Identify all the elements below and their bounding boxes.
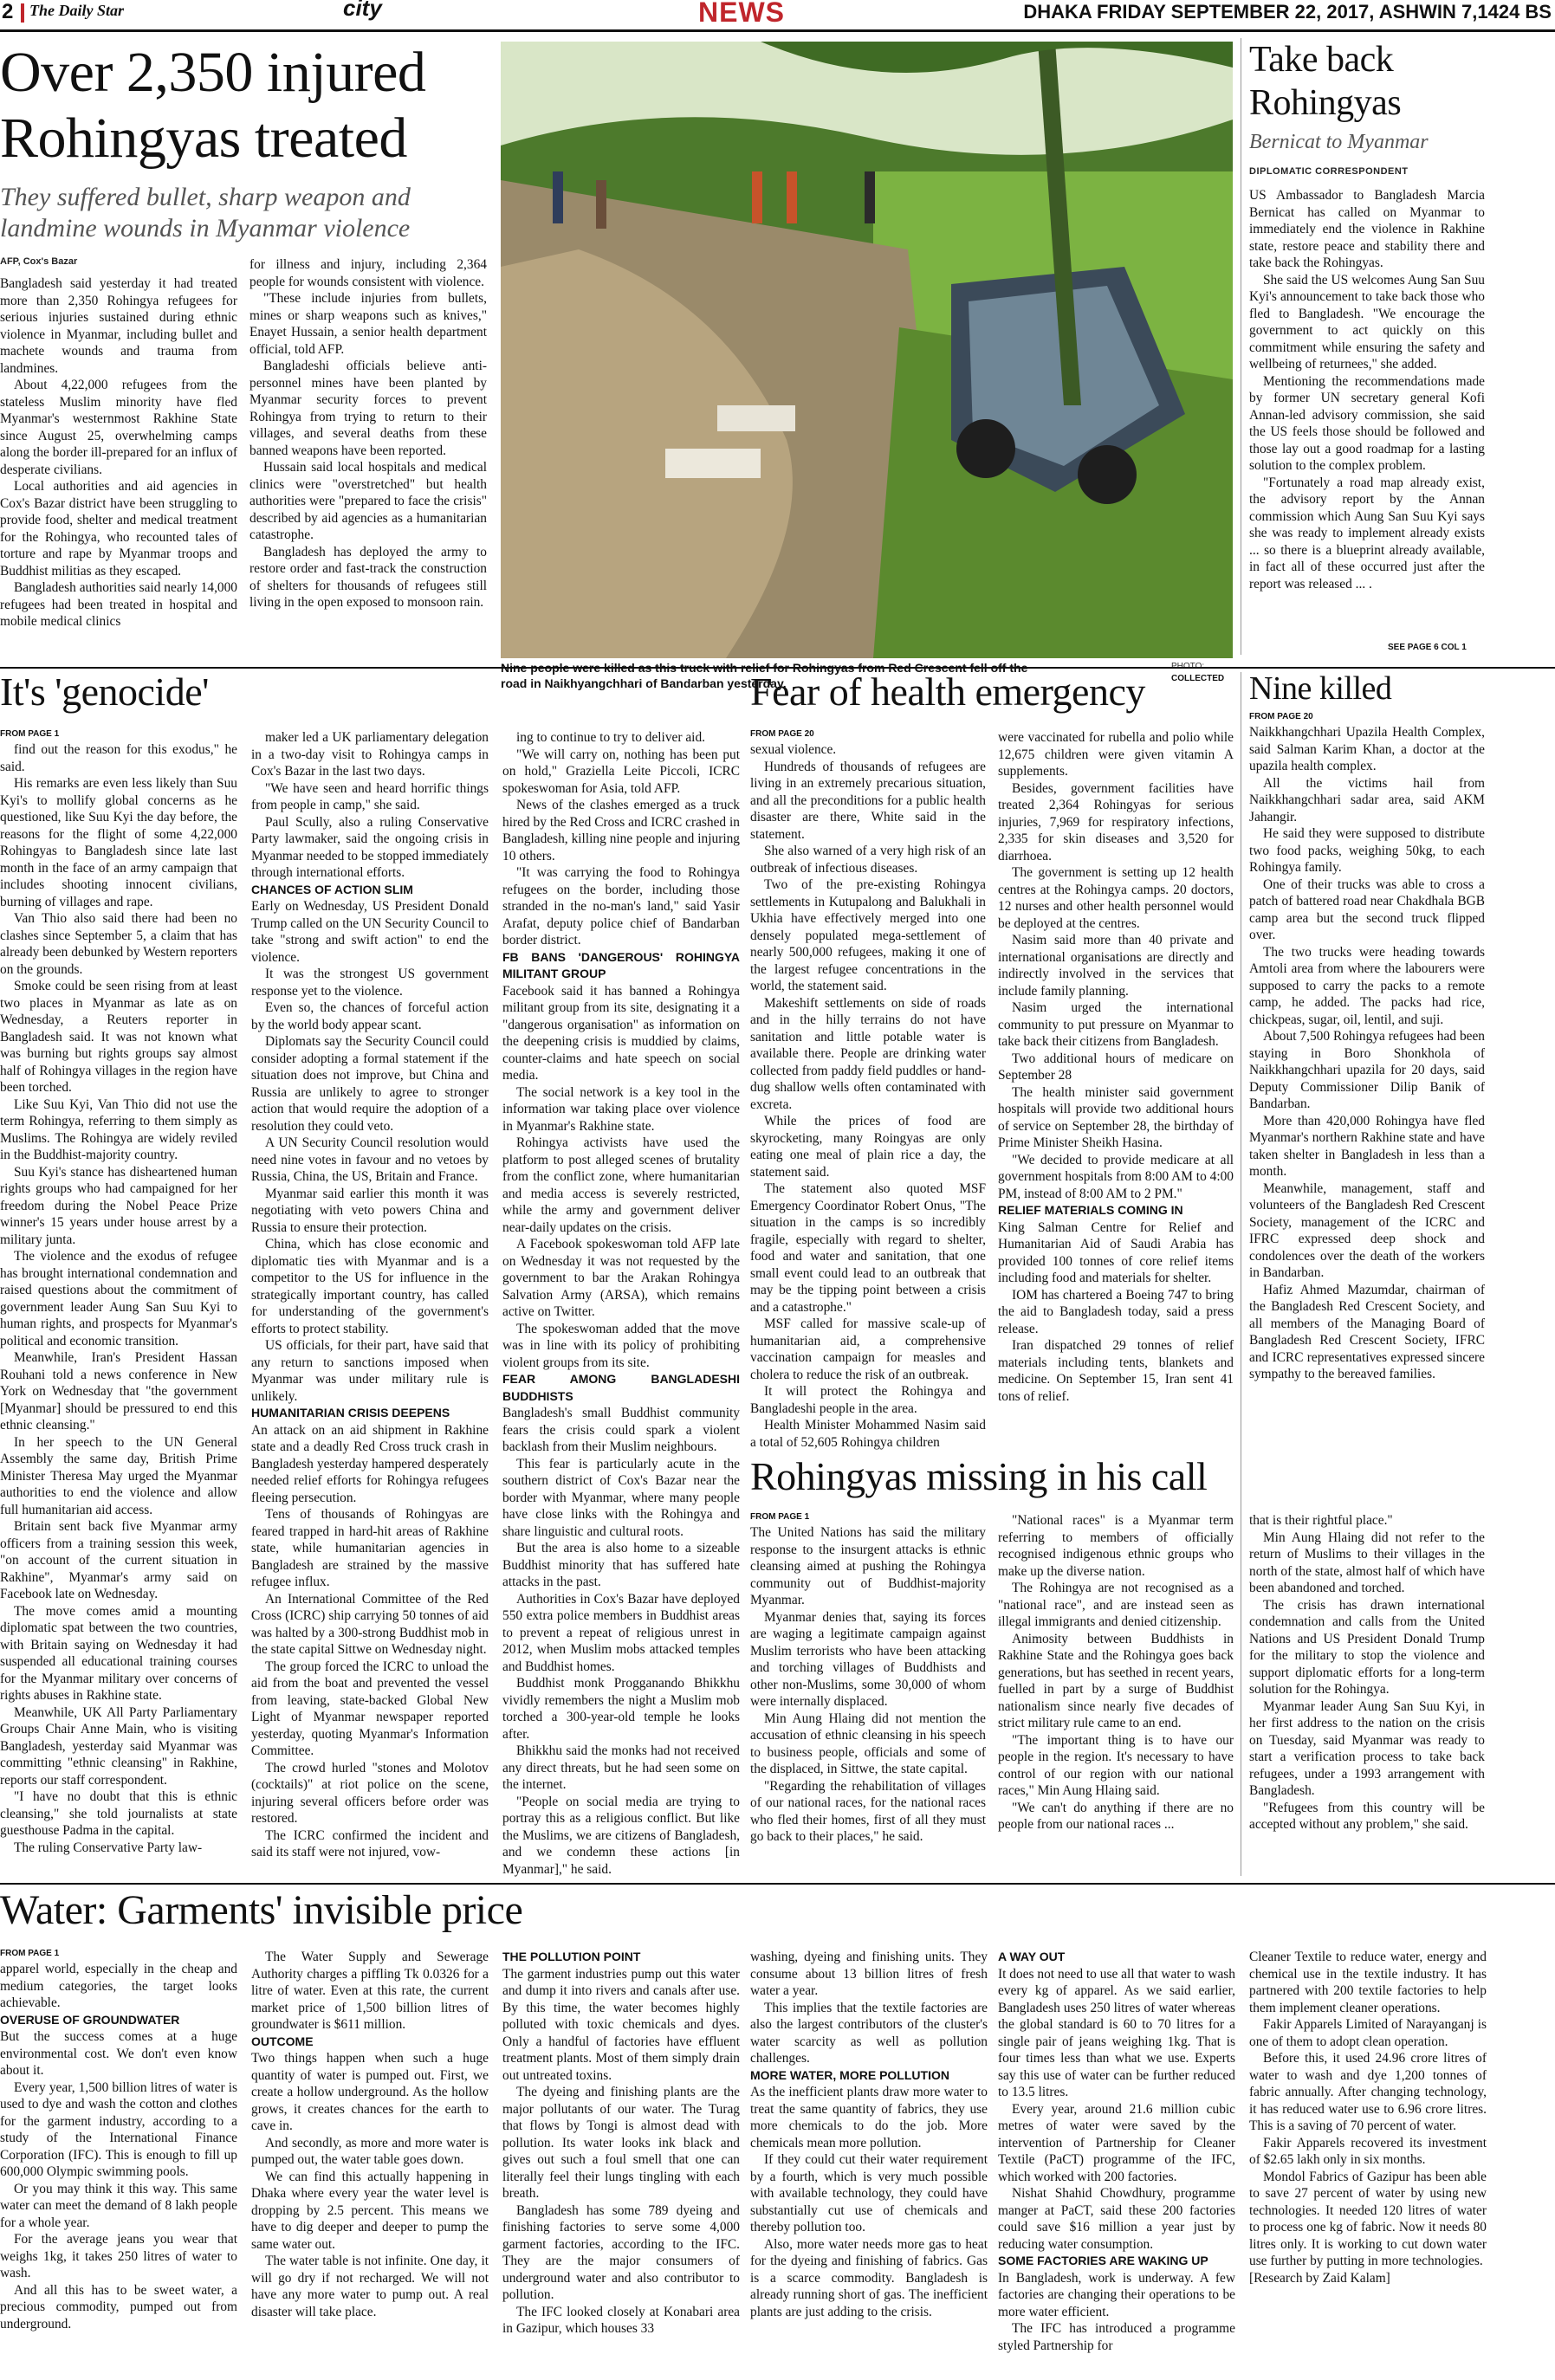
paragraph: [Research by Zaid Kalam] xyxy=(1249,2270,1390,2286)
paragraph: Rohingya activists have used the platform to post alleged scenes of brutality from the conflict zone, where humanitarian and media access is severely restricted, while the army and government deliver near-daily updates on the crisis. xyxy=(502,1135,740,1235)
paragraph: The two trucks were heading towards Amtoli area from where the labourers were supposed to carry the packs to a remote camp, he added. The packs had rice, chickpeas, sugar, oil, lentil, and suji. xyxy=(1249,944,1485,1027)
paragraph: Also, more water needs more gas to heat for the dyeing and finishing of fabrics. Gas is a scarce commodity. Bangladesh is already running short of gas. The inefficient plants are just adding to the crisis. xyxy=(750,2236,988,2319)
paragraph: All the victims hail from Naikkhangchhari sadar area, said AKM Jahangir. xyxy=(1249,775,1485,825)
photo-credit: COLLECTED xyxy=(1171,674,1225,683)
paragraph: Myanmar denies that, saying its forces are waging a legitimate campaign against Muslim terrorists who have been attacking and torching villages of Buddhists and other non-Muslims, some 30,000 of whom were internally displaced. xyxy=(750,1609,986,1709)
paragraph: MSF called for massive scale-up of humanitarian aid, a comprehensive vaccination campaign for measles and cholera to reduce the risk of an outbreak. xyxy=(750,1316,986,1382)
paragraph: Authorities in Cox's Bazar have deployed 550 extra police members in Buddhist areas to prevent a repeat of religious unrest in 2012, when Muslim mobs attacked temples and Buddhist homes. xyxy=(502,1591,740,1674)
paragraph: The group forced the ICRC to unload the aid from the boat and prevented the vessel from leaving, state-backed Global New Light of Myanmar newspaper reported yesterday, quoting Myanmar's Information Committee. xyxy=(251,1659,489,1758)
paragraph: Cleaner Textile to reduce water, energy and chemical use in the textile industry. It has partnered with 200 textile factories to help them implement cleaner operations. xyxy=(1249,1950,1487,2015)
paragraph: "We decided to provide medicare at all government hospitals from 8:00 AM to 4:00 PM, instead of 8:00 AM to 2 PM." xyxy=(998,1152,1234,1201)
paragraph: Fakir Apparels recovered its investment of $2.65 lakh only in six months. xyxy=(1249,2135,1487,2167)
ninekilled-headline: Nine killed xyxy=(1249,670,1392,707)
paragraph: Paul Scully, also a ruling Conservative Party lawmaker, said the ongoing crisis in Myanmar needed to be stopped immediately through international efforts. xyxy=(251,814,489,880)
photo-caption: Nine people were killed as this truck with relief for Rohingyas from Red Crescent fell off the road in Naikhyangchhari of Bandarban yesterday. xyxy=(501,661,1028,690)
missing-col1 xyxy=(750,1524,986,1867)
paragraph: The statement also quoted MSF Emergency Coordinator Robert Onus, "The situation in the camps is so incredibly fragile, especially with regard to shelter, food and water and sanitation, that one small event could lead to an outbreak that may be the tipping point between a crisis and a catastrophe." xyxy=(750,1181,986,1315)
paragraph: maker led a UK parliamentary delegation in a two-day visit to Rohingya camps in Cox's Bazar in the last two days. xyxy=(251,730,489,779)
section-left: city xyxy=(343,0,382,21)
paragraph: A Facebook spokeswoman told AFP late on Wednesday it was not requested by the government to bar the Arakan Rohingya Salvation Army (ARSA), which remains active on Twitter. xyxy=(502,1237,740,1319)
paragraph: Smoke could be seen rising from at least two places in Myanmar as late as on Wednesday, a Reuters reporter in Bangladesh said. It was not known what was burning but rights groups say almost half of Rohingya villages in the region have been torched. xyxy=(0,979,237,1095)
story1-col1-p: Local authorities and aid agencies in Cox's Bazar district have been struggling to provide food, shelter and medical treatment for the Rohingya, who recounted tales of torture and rape by Myanmar troops and Buddhist militias as they escaped. xyxy=(0,479,237,579)
paragraph: But the success comes at a huge environmental cost. We don't even know about it. xyxy=(0,2029,237,2078)
paragraph: "I have no doubt that this is ethnic cleansing," she told journalists at state guesthouse Padma in the capital. xyxy=(0,1789,237,1838)
paragraph: The IFC has introduced a programme styled Partnership for xyxy=(998,2321,1235,2353)
missing-headline: Rohingyas missing in his call xyxy=(750,1454,1208,1498)
paragraph: And secondly, as more and more water is pumped out, the water table goes down. xyxy=(251,2135,489,2167)
paragraph: The health minister said government hospitals will provide two additional hours of service on September 28, the birthday of Prime Minister Sheikh Hasina. xyxy=(998,1084,1234,1150)
paragraph: China, which has close economic and diplomatic ties with Myanmar and is a competitor to the US for influence in the strategically important country, has called for understanding of the government's efforts to protect stability. xyxy=(251,1237,489,1336)
paragraph: Makeshift settlements on side of roads and in the hilly terrains do not have sanitation and little potable water is available there. People are drinking water collected from paddy field puddles or hand-dug shallow wells often contaminated with excreta. xyxy=(750,995,986,1112)
paragraph: He said they were supposed to distribute two food packs, weighing 50kg, to each Rohingya family. xyxy=(1249,826,1485,875)
paragraph: find out the reason for this exodus," he said. xyxy=(0,742,237,774)
paragraph: She also warned of a very high risk of an outbreak of infectious diseases. xyxy=(750,844,986,876)
paragraph: Every year, 1,500 billion litres of water is used to dye and wash the cotton and clothes for the garment industry, according to a study of the International Finance Corporation (IFC). This is enough to fill up 600,000 Olympic swimming pools. xyxy=(0,2079,237,2179)
water-col2 xyxy=(251,1949,489,2375)
paragraph: In her speech to the UN General Assembly the same day, British Prime Minister Theresa May urged the Myanmar authorities to end the violence and allow full humanitarian aid access. xyxy=(0,1434,237,1517)
paragraph: Bangladesh's small Buddhist community fears the crisis could spark a violent backlash from their Muslim neighbours. xyxy=(502,1406,740,1454)
water-col4 xyxy=(750,1949,988,2375)
missing-col2 xyxy=(998,1512,1234,1867)
paragraph: The dyeing and finishing plants are the major pollutants of our water. The Turag that flows by Tongi is almost dead with pollution. Its water looks ink black and gives out such a foul smell that one can literally feel their lungs tingling with each breath. xyxy=(502,2085,740,2201)
paragraph: Nasim said more than 40 private and international organisations are directly and indirectly involved in the services that include family planning. xyxy=(998,933,1234,999)
paragraph: Animosity between Buddhists in Rakhine State and the Rohingya goes back generations, but has seethed in recent years, fuelled in part by a surge of Buddhist nationalism since nearly five decades of strict military rule came to an end. xyxy=(998,1631,1234,1730)
water-col1 xyxy=(0,1961,237,2375)
subheading: A WAY OUT xyxy=(998,1950,1066,1963)
paragraph: As the inefficient plants draw more water to treat the same quantity of fabrics, they use more chemicals to do the job. More chemicals mean more pollution. xyxy=(750,2085,988,2150)
paragraph: And all this has to be sweet water, a precious commodity, pumped out from underground. xyxy=(0,2282,237,2331)
paragraph: The IFC looked closely at Konabari area in Gazipur, which houses 33 xyxy=(502,2304,740,2336)
health-headline: Fear of health emergency xyxy=(750,669,1145,714)
paragraph: Two things happen when such a huge quantity of water is pumped out. First, we create a hollow underground. As the hollow grows, it creates chances for the earth to cave in. xyxy=(251,2051,489,2133)
paragraph: ing to continue to try to deliver aid. xyxy=(516,730,705,745)
masthead xyxy=(0,0,1555,29)
subheading: RELIEF MATERIALS COMING IN xyxy=(998,1203,1183,1217)
paragraph: "Refugees from this country will be accepted without any problem," she said. xyxy=(1249,1800,1485,1832)
story2-headline-line1: Take back xyxy=(1249,40,1394,80)
story2-byline: DIPLOMATIC CORRESPONDENT xyxy=(1249,166,1409,177)
missing-from: FROM PAGE 1 xyxy=(750,1512,810,1522)
story1-col2-p: for illness and injury, including 2,364 people for wounds consistent with violence. xyxy=(249,257,487,289)
paragraph: The Water Supply and Sewerage Authority charges a piffling Tk 0.0326 for a litre of water. Even at this rate, the current market price of 1,500 billion litres of groundwater is $611 million. xyxy=(251,1950,489,2032)
water-from: FROM PAGE 1 xyxy=(0,1949,60,1958)
subheading: CHANCES OF ACTION SLIM xyxy=(251,882,413,896)
genocide-col3 xyxy=(502,729,740,1877)
paragraph: The violence and the exodus of refugee has brought international condemnation and raised questions about the commitment of government leader Aung San Suu Kyi to human rights, and prospects for Myanmar's political and economic transition. xyxy=(0,1249,237,1348)
subheading: FEAR AMONG BANGLADESHI BUDDHISTS xyxy=(502,1372,740,1403)
paragraph: Min Aung Hlaing did not mention the accusation of ethnic cleansing in his speech to business people, officials and some of the displaced, in Sittwe, the state capital. xyxy=(750,1711,986,1776)
story2-headline-line2: Rohingyas xyxy=(1249,83,1402,123)
missing-col3 xyxy=(1249,1512,1485,1867)
paragraph: Diplomats say the Security Council could consider adopting a formal statement if the situation does not improve, but China and Russia are unlikely to agree to stronger action that would require the adoption of a resolution they could veto. xyxy=(251,1034,489,1134)
paragraph: apparel world, especially in the cheap and medium categories, the target looks achievable. xyxy=(0,1962,237,2010)
genocide-col2 xyxy=(251,729,489,1867)
health-col2 xyxy=(998,729,1234,1443)
paragraph: Meanwhile, Iran's President Hassan Rouhani told a news conference in New York on Wednesday that "the government [Myanmar] should be pressured to end this ethnic cleansing." xyxy=(0,1350,237,1433)
paragraph: Myanmar leader Aung San Suu Kyi, in her first address to the nation on the crisis on Tuesday, said Myanmar was ready to start a verification process to take back refugees, under a 1993 arrangement with Bangladesh. xyxy=(1249,1698,1485,1798)
page-number-divider xyxy=(21,3,24,23)
story1-col1-p: About 4,22,000 refugees from the stateless Muslim minority have fled Myanmar's westernmost Rakhine State since August 25, overwhelming camps along the border ill-prepared for an influx of desperate civilians. xyxy=(0,378,237,477)
water-col6 xyxy=(1249,1949,1487,2375)
health-from: FROM PAGE 20 xyxy=(750,729,814,739)
paragraph: His remarks are even less likely than Suu Kyi's to mollify global concerns as he questioned, like Suu Kyi the day before, the reasons for the flight of some 4,22,000 Rohingyas to Bangladesh since late last month in the face of an army campaign that includes shooting innocent civilians, burning of villages and rape. xyxy=(0,776,237,909)
paragraph: For the average jeans you wear that weighs 1kg, it takes 250 litres of water to wash. xyxy=(0,2232,237,2280)
story2-deck: Bernicat to Myanmar xyxy=(1249,131,1429,153)
paragraph: It was the strongest US government response yet to the violence. xyxy=(251,967,489,999)
ninekilled-from: FROM PAGE 20 xyxy=(1249,712,1313,721)
paragraph: "People on social media are trying to portray this as a religious conflict. But like the Muslims, we are citizens of Bangladesh, and we condemn these actions [in Myanmar]," he said. xyxy=(502,1794,740,1877)
story1-headline-line2: Rohingyas treated xyxy=(0,107,407,170)
paragraph: US officials, for their part, have said that any return to sanctions imposed when Myanmar was under military rule is unlikely. xyxy=(251,1338,489,1404)
story1-col1 xyxy=(0,275,237,653)
paragraph: About 7,500 Rohingya refugees had been staying in Boro Shonkhola of Naikkhangchhari upazila for 20 days, said Deputy Commissioner Dilip Banik of Bandarban. xyxy=(1249,1029,1485,1111)
section-center: NEWS xyxy=(698,0,785,28)
water-col3 xyxy=(502,1949,740,2375)
masthead-rule xyxy=(0,29,1555,32)
paragraph: "The important thing is to have our people in the region. It's necessary to have control of our region with our national races," Min Aung Hlaing said. xyxy=(998,1732,1234,1798)
paragraph: Hafiz Ahmed Mazumdar, chairman of the Bangladesh Red Crescent Society, and all members of the Managing Board of Bangladesh Red Crescent Society, IFRC and ICRC representatives expressed sincere sympathy to the bereaved families. xyxy=(1249,1282,1485,1381)
section-rule xyxy=(0,667,1555,669)
paragraph: that is their rightful place." xyxy=(1249,1513,1393,1528)
paragraph: "National races" is a Myanmar term referring to members of officially recognised indigenous ethnic groups who make up the diverse nation. xyxy=(998,1513,1234,1579)
paragraph: Min Aung Hlaing did not refer to the return of Muslims to their villages in the north of the state, almost half of which have been abandoned and torched. xyxy=(1249,1530,1485,1595)
story1-col2-p: Bangladeshi officials believe anti-personnel mines have been planted by Myanmar security forces to prevent Rohingya from trying to return to their villages, and several deaths from these banned weapons have been reported. xyxy=(249,359,487,458)
section-rule xyxy=(0,1883,1555,1885)
paragraph: This implies that the textile factories are also the largest contributors of the cluster's water scarcity as well as pollution challenges. xyxy=(750,2000,988,2066)
paragraph: The crisis has drawn international condemnation and calls from the United Nations and US President Donald Trump for the military to stop the violence and support diplomatic efforts for a long-term solution for the Rohingya. xyxy=(1249,1597,1485,1697)
paragraph: Buddhist monk Progganando Bhikkhu vividly remembers the night a Muslim mob torched a 300-year-old temple he looks after. xyxy=(502,1676,740,1742)
paragraph: The crowd hurled "stones and Molotov (cocktails)" at riot police on the scene, injuring several officers before order was restored. xyxy=(251,1760,489,1826)
truck-accident-photo xyxy=(501,42,1233,658)
paragraph: Before this, it used 24.96 crore litres of water to wash and dye 1,200 tonnes of fabric annually. After changing technology, it has reduced water use to 6.96 crore litres. This is a saving of 70 percent of water. xyxy=(1249,2051,1487,2133)
paragraph: Bhikkhu said the monks had not received any direct threats, but he had seen some on the internet. xyxy=(502,1743,740,1792)
paragraph: "We can't do anything if there are no people from our national races ... xyxy=(998,1800,1234,1832)
paragraph: But the area is also home to a sizeable Buddhist minority that has suffered hate attacks in the past. xyxy=(502,1541,740,1589)
paragraph: One of their trucks was able to cross a patch of battered road near Chakdhala BGB camp area but the second truck flipped over. xyxy=(1249,876,1485,942)
story1-col1-p: Bangladesh said yesterday it had treated more than 2,350 Rohingya refugees for serious injuries sustained during ethnic violence in Myanmar, including bullet and machete wounds and trauma from landmines. xyxy=(0,276,237,376)
story1-col1-p: Bangladesh authorities said nearly 14,000 refugees had been treated in hospital and mobile medical clinics xyxy=(0,580,237,629)
paragraph: More than 420,000 Rohingya have fled Myanmar's northern Rakhine state and have taken shelter in Bangladesh in less than a month. xyxy=(1249,1113,1485,1179)
paragraph: The move comes amid a mounting diplomatic spat between the two countries, with Britain saying on Wednesday it had suspended all educational training courses for the Myanmar military over concerns of rights abuses in Rakhine state. xyxy=(0,1603,237,1703)
paragraph: Nasim urged the international community to put pressure on Myanmar to take back their citizens from Bangladesh. xyxy=(998,1000,1234,1049)
paragraph: Or you may think it this way. This same water can meet the demand of 8 lakh people for a whole year. xyxy=(0,2181,237,2230)
genocide-from: FROM PAGE 1 xyxy=(0,729,60,739)
subheading: OVERUSE OF GROUNDWATER xyxy=(0,2012,180,2027)
paragraph: "Regarding the rehabilitation of villages of our national races, for the national races who fled their homes, first of all they must go back to their places," he said. xyxy=(750,1778,986,1844)
paragraph: The ruling Conservative Party law- xyxy=(14,1840,203,1855)
story2-p: "Fortunately a road map already exist, the advisory report by the Annan commission which Aung San Suu Kyi says she was ready to implement already exists ... so there is a blueprint already available, in fact all of these occurred just after the report was released ... . xyxy=(1249,475,1485,592)
genocide-col1 xyxy=(0,741,237,1867)
paragraph: Naikkhangchhari Upazila Health Complex, said Salman Karim Khan, a doctor at the upazila health complex. xyxy=(1249,725,1485,773)
paragraph: Britain sent back five Myanmar army officers from a training session this week, "on account of the current situation in Rakhine", Myanmar's army said on Facebook late on Wednesday. xyxy=(0,1519,237,1601)
paragraph: It will protect the Rohingya and Bangladeshi people in the area. xyxy=(750,1384,986,1416)
paragraph: Suu Kyi's stance has disheartened human rights groups who had campaigned for her freedom during the Nobel Peace Prize winner's 15 years under house arrest by a military junta. xyxy=(0,1164,237,1247)
story2-p: She said the US welcomes Aung San Suu Kyi's announcement to take back those who fled to Bangladesh. "We encourage the government to act quickly on this commitment while ensuring the safety and wellbeing of returnees," she added. xyxy=(1249,272,1485,372)
paragraph: washing, dyeing and finishing units. They consume about 13 billion litres of fresh water a year. xyxy=(750,1950,988,1998)
paragraph: News of the clashes emerged as a truck hired by the Red Cross and ICRC crashed in Bangladesh, killing nine people and injuring 10 others. xyxy=(502,798,740,863)
subheading: FB BANS 'DANGEROUS' ROHINGYA MILITANT GROUP xyxy=(502,949,740,980)
water-headline: Water: Garments' invisible price xyxy=(0,1887,523,1933)
paragraph: "It was carrying the food to Rohingya refugees on the border, including those stranded in the no-man's land," said Yasir Arafat, deputy police chief of Bandarban border district. xyxy=(502,865,740,947)
paragraph: Meanwhile, UK All Party Parliamentary Groups Chair Anne Main, who is visiting Bangladesh, yesterday said Myanmar was committing "ethnic cleansing" in Rakhine, reports our staff correspondent. xyxy=(0,1704,237,1788)
paper-name: The Daily Star xyxy=(29,2,125,19)
subheading: SOME FACTORIES ARE WAKING UP xyxy=(998,2254,1208,2267)
paragraph: Myanmar said earlier this month it was negotiating with veto powers China and Russia to ensure their protection. xyxy=(251,1186,489,1235)
paragraph: We can find this actually happening in Dhaka where every year the water level is dropping by 2.5 percent. This means we have to dig deeper and deeper to pump the same water out. xyxy=(251,2169,489,2252)
story2-p: US Ambassador to Bangladesh Marcia Bernicat has called on Myanmar to immediately end the violence in Rakhine state, restore peace and stability there and take back the Rohingyas. xyxy=(1249,188,1485,270)
genocide-headline: It's 'genocide' xyxy=(0,669,209,714)
story2-p: Mentioning the recommendations made by former UN secretary general Kofi Annan-led advisory commission, she said the US feels those should be followed and those lay out a good roadmap for a lasting solution to the complex problem. xyxy=(1249,373,1485,473)
paragraph: Mondol Fabrics of Gazipur has been able to save 27 percent of water by using new technologies. It needed 120 litres of water to process one kg of fabric. Now it needs 80 litres only. It is working to cut down water use further by putting in more technologies. xyxy=(1249,2169,1487,2268)
paragraph: The water table is not infinite. One day, it will go dry if not recharged. We will not have any more water to pump out. A real disaster will take place. xyxy=(251,2254,489,2319)
paragraph: An International Committee of the Red Cross (ICRC) ship carrying 50 tonnes of aid was halted by a 300-strong Buddhist mob in the state capital Sittwe on Wednesday night. xyxy=(251,1591,489,1657)
paragraph: Even so, the chances of forceful action by the world body appear scant. xyxy=(251,1000,489,1032)
subheading: HUMANITARIAN CRISIS DEEPENS xyxy=(251,1406,450,1420)
subheading: THE POLLUTION POINT xyxy=(502,1950,641,1963)
story1-col2-p: Hussain said local hospitals and medical clinics were "overstretched" but health authorities were "prepared to face the crisis" described by aid agencies as a humanitarian catastrophe. xyxy=(249,460,487,542)
paragraph: were vaccinated for rubella and polio while 12,675 children were given vitamin A supplements. xyxy=(998,730,1234,779)
paragraph: Hundreds of thousands of refugees are living in an extremely precarious situation, and all the preconditions for a public health disaster are there, White said in the statement. xyxy=(750,759,986,842)
paragraph: The Rohingya are not recognised as a "national race", and are instead seen as illegal immigrants and denied citizenship. xyxy=(998,1581,1234,1629)
paragraph: An attack on an aid shipment in Rakhine state and a deadly Red Cross truck crash in Bangladesh yesterday hampered desperately needed relief efforts for Rohingya refugees fleeing persecution. xyxy=(251,1422,489,1505)
story1-headline-line1: Over 2,350 injured xyxy=(0,41,426,104)
paragraph: Meanwhile, management, staff and volunteers of the Bangladesh Red Crescent Society, management of the ICRC and IFRC expressed deep shock and condolences over the death of the workers in Bandarban. xyxy=(1249,1180,1485,1280)
paragraph: While the prices of food are skyrocketing, many Roingyas are only eating one meal of plain rice a day, the statement said. xyxy=(750,1114,986,1180)
paragraph: Fakir Apparels Limited of Narayanganj is one of them to adopt clean operation. xyxy=(1249,2017,1487,2049)
paragraph: Two of the pre-existing Rohingya settlements in Kutupalong and Balukhali in Ukhia have effectively merged into one densely populated mega-settlement of nearly 500,000 refugees, making it one of the largest refugee concentrations in the world, the statement said. xyxy=(750,877,986,993)
paragraph: Nishat Shahid Chowdhury, programme manger at PaCT, said these 200 factories could save $16 million a year just by reducing water consumption. xyxy=(998,2186,1235,2252)
paragraph: Early on Wednesday, US President Donald Trump called on the UN Security Council to take "strong and swift action" to end the violence. xyxy=(251,899,489,965)
paragraph: A UN Security Council resolution would need nine votes in favour and no vetoes by Russia, China, the US, Britain and France. xyxy=(251,1135,489,1184)
paragraph: This fear is particularly acute in the southern district of Cox's Bazar near the border with Myanmar, where many people have close links with the Rohingya and share linguistic and cultural roots. xyxy=(502,1456,740,1539)
paragraph: The social network is a key tool in the information war taking place over violence in Myanmar's Rakhine state. xyxy=(502,1084,740,1134)
water-col5 xyxy=(998,1949,1235,2375)
paragraph: Two additional hours of medicare on September 28 xyxy=(998,1051,1234,1083)
paragraph: The United Nations has said the military response to the insurgent attacks is ethnic cleansing aimed at pushing the Rohingya community out of Buddhist-majority Myanmar. xyxy=(750,1525,986,1607)
paragraph: Like Suu Kyi, Van Thio did not use the term Rohingya, referring to them simply as Muslims. The Rohingya are widely reviled in the Buddhist-majority country. xyxy=(0,1096,237,1162)
story2-jump-link[interactable]: SEE PAGE 6 COL 1 xyxy=(1388,643,1467,652)
story1-col2 xyxy=(249,256,487,653)
photo-illustration xyxy=(501,42,1233,658)
paragraph: The spokeswoman added that the move was in line with its policy of prohibiting violent groups from its site. xyxy=(502,1321,740,1370)
paragraph: Bangladesh has some 789 dyeing and finishing factories to serve some 4,000 garment factories, according to the IFC. They are the major consumers of underground water and also contributor to pollution. xyxy=(502,2202,740,2302)
paragraph: Tens of thousands of Rohingyas are feared trapped in hard-hit areas of Rakhine state, while humanitarian agencies in Bangladesh are strained by the massive refugee influx. xyxy=(251,1507,489,1589)
subheading: MORE WATER, MORE POLLUTION xyxy=(750,2067,949,2082)
paragraph: sexual violence. xyxy=(750,742,837,757)
paragraph: Besides, government facilities have treated 2,364 Rohingyas for serious injuries, 7,969 for respiratory infections, 2,335 for skin diseases and 3,520 for diarrhoea. xyxy=(998,780,1234,863)
health-col1 xyxy=(750,741,986,1450)
paragraph: IOM has chartered a Boeing 747 to bring the aid to Bangladesh today, said a press release. xyxy=(998,1287,1234,1336)
paragraph: In Bangladesh, work is underway. A few factories are changing their operations to be more water efficient. xyxy=(998,2270,1235,2319)
paragraph: Facebook said it has banned a Rohingya militant group from its site, designating it a "dangerous organisation" as information on the deepening crisis is muddied by claims, counter-claims and hate speech on social media. xyxy=(502,983,740,1083)
paragraph: Iran dispatched 29 tonnes of relief materials including tents, blankets and medicine. On September 15, Iran sent 41 tons of relief. xyxy=(998,1338,1234,1404)
paragraph: "We have seen and heard horrific things from people in camp," she said. xyxy=(251,780,489,812)
paragraph: King Salman Centre for Relief and Humanitarian Aid of Saudi Arabia has provided 100 tonnes of core relief items including food and materials for shelter. xyxy=(998,1219,1234,1285)
photo-credit-label: PHOTO: xyxy=(1171,662,1205,671)
paragraph: The government is setting up 12 health centres at the Rohingya camps. 20 doctors, 12 nurses and other health personnel would be deployed at the centres. xyxy=(998,865,1234,931)
paragraph: Van Thio also said there had been no clashes since September 5, a claim that has already been debunked by Western reporters on the grounds. xyxy=(0,911,237,977)
paragraph: The garment industries pump out this water and dump it into rivers and canals after use. By this time, the water becomes highly polluted with toxic chemicals and dyes. Only a handful of factories have effluent treatment plants. Most of them simply drain out untreated toxins. xyxy=(502,1966,740,2083)
paragraph: It does not need to use all that water to wash every kg of apparel. As we said earlier, Bangladesh uses 250 litres of water whereas the global standard is 60 to 70 litres for a single pair of jeans weighing 1kg. That is four times less than what we use. Experts say this use of water can be further reduced to 13.5 litres. xyxy=(998,1966,1235,2099)
paragraph: The ICRC confirmed the incident and said its staff were not injured, vow- xyxy=(251,1827,489,1859)
story1-col2-p: Bangladesh has deployed the army to restore order and fast-track the construction of shelters for thousands of refugees still living in the open exposed to monsoon rain. xyxy=(249,544,487,610)
paragraph: Every year, around 21.6 million cubic metres of water were saved by the intervention of Partnership for Cleaner Textile (PaCT) programme of the IFC, which worked with 200 factories. xyxy=(998,2101,1235,2184)
paragraph: Health Minister Mohammed Nasim said a total of 52,605 Rohingya children xyxy=(750,1418,986,1450)
story1-byline: AFP, Cox's Bazar xyxy=(0,256,78,267)
page-number: 2 xyxy=(2,0,14,23)
paragraph: If they could cut their water requirement by a fourth, which is very much possible with available technology, they could have substantially cut use of chemicals and thereby pollution too. xyxy=(750,2152,988,2234)
dateline: DHAKA FRIDAY SEPTEMBER 22, 2017, ASHWIN 7,1424 BS xyxy=(1023,1,1552,23)
story1-deck: They suffered bullet, sharp weapon and landmine wounds in Myanmar violence xyxy=(0,183,411,243)
story1-col2-p: "These include injuries from bullets, mines or sharp weapons such as knives," Enayet Hussain, a senior health department official, told AFP. xyxy=(249,291,487,357)
subheading: OUTCOME xyxy=(251,2034,314,2048)
paragraph: "We will carry on, nothing has been put on hold," Graziella Leite Piccoli, ICRC spokeswoman for Asia, told AFP. xyxy=(502,747,740,796)
story2-body xyxy=(1249,187,1485,643)
